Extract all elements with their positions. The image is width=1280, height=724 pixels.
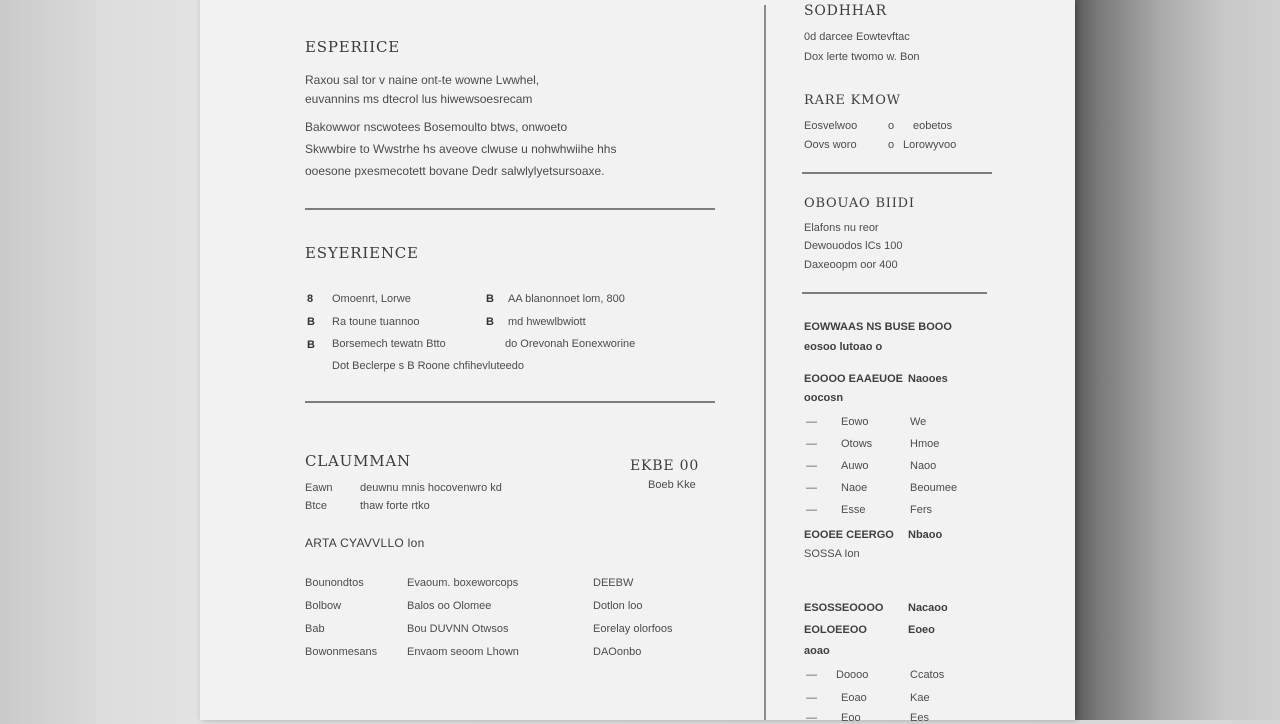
list-item: Dot Beclerpe s B Roone chfihevluteedo: [332, 360, 525, 372]
dash-icon: —: [806, 692, 817, 704]
bullet-icon: B: [307, 339, 315, 351]
section1-heading: ESPERIICE: [305, 38, 401, 56]
sidebar-heading: SODHHAR: [804, 3, 887, 19]
section1-para2-line2: Skwwbire to Wwstrhe hs aveove clwuse u nohwhwiihe hhs: [305, 142, 617, 156]
section3-right-title: EKBE 00: [630, 458, 700, 474]
list-item: Borsemech tewatn Btto: [332, 338, 446, 350]
sidebar-cell: Fers: [910, 504, 932, 516]
row-label: Btce: [305, 500, 328, 512]
dash-icon: —: [806, 669, 817, 681]
sidebar-sub-right: Eoeo: [908, 624, 935, 636]
list-item: Ra toune tuannoo: [332, 316, 420, 328]
table-cell: Eorelay olorfoos: [593, 623, 673, 635]
sidebar-cell: Ccatos: [910, 669, 945, 681]
sidebar-sub-left: EOOEE CEERGO: [804, 529, 894, 541]
sidebar-cell: We: [910, 416, 927, 428]
dash-icon: —: [806, 712, 817, 724]
table-cell: Balos oo Olomee: [407, 600, 492, 612]
sidebar-line: 0d darcee Eowtevftac: [804, 31, 910, 43]
sidebar-cell: Eoao: [841, 692, 867, 704]
list-item: do Orevonah Eonexworine: [505, 338, 636, 350]
list-item: AA blanonnoet lom, 800: [508, 293, 625, 305]
list-item: Omoenrt, Lorwe: [332, 293, 411, 305]
sidebar-heading: RARE KMOW: [804, 93, 901, 108]
sidebar-sub-right: Nacaoo: [908, 602, 948, 614]
page-shadow: [1060, 0, 1280, 720]
dash-icon: —: [806, 504, 817, 516]
section3-right-subtitle: Boeb Kke: [648, 479, 696, 491]
sidebar-cell: Beoumee: [910, 482, 958, 494]
divider: [802, 292, 987, 294]
sidebar-cell: Naoe: [841, 482, 868, 494]
table-cell: Bou DUVNN Otwsos: [407, 623, 509, 635]
sidebar-cell: Auwo: [841, 460, 869, 472]
sidebar-sub-right: Nbaoo: [908, 529, 943, 541]
table-cell: Bolbow: [305, 600, 342, 612]
sidebar-title: EOWWAAS NS BUSE BOOO: [804, 321, 952, 333]
bullet-icon: B: [486, 293, 494, 305]
section1-para2-line3: ooesone pxesmecotett bovane Dedr salwlylyetsursoaxe.: [305, 164, 605, 178]
sidebar-cell: Eowo: [841, 416, 869, 428]
sidebar-sub-second: oocosn: [804, 392, 844, 404]
section2-heading: ESYERIENCE: [305, 244, 419, 262]
row-value: deuwnu mnis hocovenwro kd: [360, 482, 502, 494]
sidebar-cell: Naoo: [910, 460, 937, 472]
table-cell: Envaom seoom Lhown: [407, 646, 519, 658]
sidebar-cell: Otows: [841, 438, 873, 450]
sidebar-cell: Lorowyvoo: [903, 139, 957, 151]
sidebar-line: Daxeoopm oor 400: [804, 259, 898, 271]
dash-icon: —: [806, 416, 817, 428]
column-divider: [764, 5, 766, 720]
sidebar-cell: Eosvelwoo: [804, 120, 858, 132]
list-item: md hwewlbwiott: [508, 316, 586, 328]
section3-heading: CLAUMMAN: [305, 452, 411, 470]
divider: [305, 208, 715, 210]
table-cell: Bowonmesans: [305, 646, 378, 658]
bullet-icon: B: [486, 316, 494, 328]
sidebar-cell: Oovs woro: [804, 139, 857, 151]
table-cell: DEEBW: [593, 577, 634, 589]
section1-para1-line2: euvannins ms dtecrol lus hiwewsoesrecam: [305, 92, 533, 106]
sidebar-cell: o: [888, 139, 895, 151]
divider: [802, 172, 992, 174]
sidebar-cell: Hmoe: [910, 438, 940, 450]
table-cell: Bab: [305, 623, 325, 635]
sidebar-cell: Eoo: [841, 712, 861, 724]
row-label: Eawn: [305, 482, 333, 494]
bullet-icon: 8: [307, 293, 314, 305]
sidebar-line: Dox lerte twomo w. Bon: [804, 51, 920, 63]
sidebar-sub-left: EOLOEEOO: [804, 624, 867, 636]
sidebar-line: Elafons nu reor: [804, 222, 879, 234]
dash-icon: —: [806, 438, 817, 450]
bullet-icon: B: [307, 316, 315, 328]
dash-icon: —: [806, 460, 817, 472]
sidebar-cell: Ees: [910, 712, 929, 724]
sidebar-line: Dewouodos lCs 100: [804, 240, 903, 252]
sidebar-cell: eobetos: [913, 120, 953, 132]
sidebar-sub-left: ESOSSEOOOO: [804, 602, 884, 614]
sidebar-sub-left: aoao: [804, 645, 830, 657]
sidebar-cell: Esse: [841, 504, 866, 516]
section1-para2-line1: Bakowwor nscwotees Bosemoulto btws, onwoeto: [305, 120, 568, 134]
resume-page: [200, 0, 1075, 724]
divider: [305, 401, 715, 403]
sidebar-sub-left: EOOOO EAAEUOE: [804, 373, 904, 385]
section1-para1-line1: Raxou sal tor v naine ont-te wowne Lwwhel,: [305, 73, 540, 87]
table-cell: Dotlon loo: [593, 600, 643, 612]
sidebar-cell: Kae: [910, 692, 930, 704]
row-value: thaw forte rtko: [360, 500, 430, 512]
sidebar-sub-second: SOSSA Ion: [804, 548, 860, 560]
table-cell: Bounondtos: [305, 577, 364, 589]
sidebar-heading: OBOUAO BIIDI: [804, 196, 915, 211]
sidebar-cell: Doooo: [836, 669, 869, 681]
section3-subheading: ARTA CYAVVLLO lon: [305, 536, 425, 550]
sidebar-cell: o: [888, 120, 895, 132]
sidebar-sub-right: Naooes: [908, 373, 948, 385]
table-cell: DAOonbo: [593, 646, 642, 658]
table-cell: Evaoum. boxeworcops: [407, 577, 519, 589]
sidebar-title: eosoo lutoao o: [804, 341, 883, 353]
dash-icon: —: [806, 482, 817, 494]
